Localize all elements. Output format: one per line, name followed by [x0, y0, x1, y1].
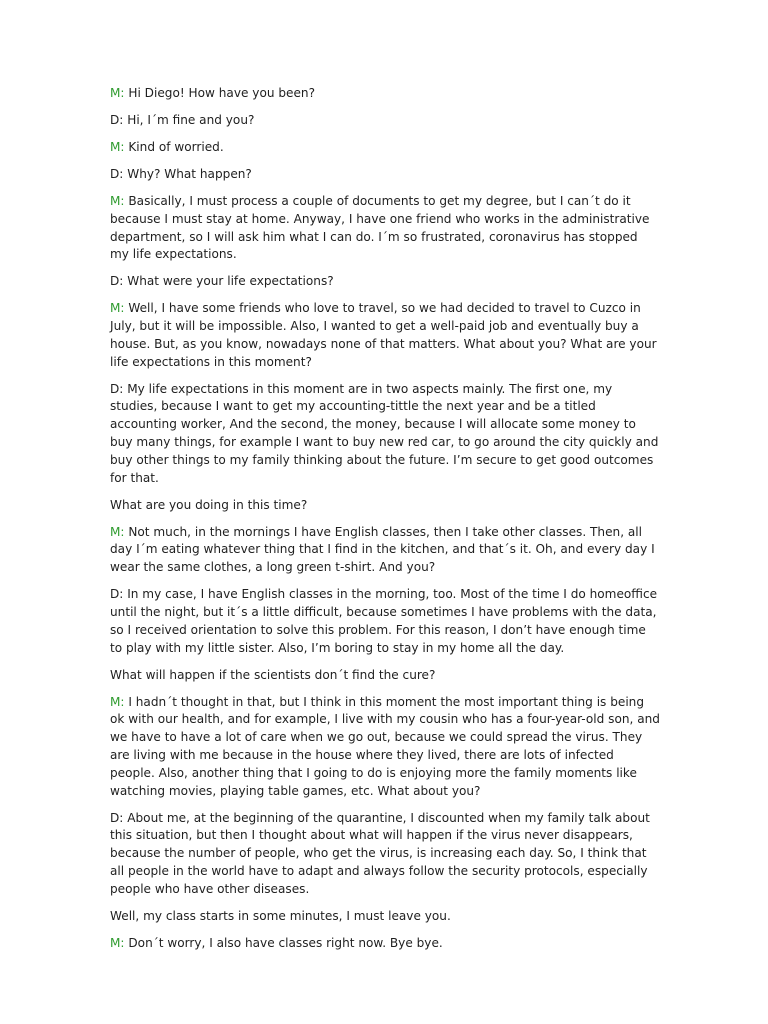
- paragraph-text: Well, I have some friends who love to travel, so we had decided to travel to Cuzco in July, but it will be impossible. Also, I wanted to get a well-paid job and eventually buy a house. But, as you know, nowadays none of that matters. What about you? What are your life expectations in this moment?: [110, 301, 657, 369]
- paragraph: [110, 694, 660, 801]
- paragraph-text: I hadn´t thought in that, but I think in this moment the most important thing is being ok with our health, and for example, I live with my cousin who has a four-year-old son, and we have to have a lot of care when we go out, because we could spread the virus. They are living with me because in the house where they lived, there are lots of infected people. Also, another thing that I going to do is enjoying more the family moments like watching movies, playing table games, etc. What about you?: [110, 694, 660, 798]
- speaker-label: M:: [110, 524, 125, 539]
- paragraph-text: Kind of worried.: [124, 139, 224, 154]
- paragraph: [110, 112, 660, 130]
- paragraph-text: Hi Diego! How have you been?: [124, 86, 315, 100]
- paragraph-text: D: About me, at the beginning of the quarantine, I discounted when my family talk about this situation, but then I thought about what will happen if the virus never disappears, because the number of people, who get the virus, is increasing each day. So, I think that all people in the world have to adapt and always follow the security protocols, especially people who have other diseases.: [110, 810, 650, 896]
- paragraph: [110, 166, 660, 184]
- paragraph: [110, 586, 660, 657]
- paragraph-text: Don´t worry, I also have classes right now. Bye bye.: [124, 935, 443, 950]
- speaker-label: M:: [110, 301, 125, 316]
- speaker-label: M:: [110, 86, 125, 100]
- paragraph: [110, 810, 660, 899]
- paragraph: [110, 667, 660, 685]
- paragraph-text: Well, my class starts in some minutes, I must leave you.: [110, 908, 451, 923]
- paragraph: [110, 300, 660, 371]
- paragraph-text: D: What were your life expectations?: [110, 274, 334, 289]
- speaker-label: M:: [110, 139, 125, 154]
- paragraph-text: D: My life expectations in this moment are in two aspects mainly. The first one, my studies, because I want to get my accounting-tittle the next year and be a titled accounting worker, And the second, the money, because I will allocate some money to buy many things, for example I want to buy new red car, to go around the city quickly and buy other things to my family thinking about the future. I’m secure to get good outcomes for that.: [110, 381, 659, 485]
- paragraph-text: Not much, in the mornings I have English classes, then I take other classes. Then, all day I´m eating whatever thing that I find in the kitchen, and that´s it. Oh, and every day I wear the same clothes, a long green t-shirt. And you?: [110, 524, 655, 575]
- paragraph: [110, 85, 660, 103]
- paragraph-text: What are you doing in this time?: [110, 497, 308, 512]
- paragraph-text: Basically, I must process a couple of documents to get my degree, but I can´t do it because I must stay at home. Anyway, I have one friend who works in the administrative department, so I will ask him what I can do. I´m so frustrated, coronavirus has stopped my life expectations.: [110, 193, 650, 262]
- paragraph: [110, 935, 660, 953]
- paragraph-text: D: Why? What happen?: [110, 166, 252, 181]
- paragraph-text: What will happen if the scientists don´t find the cure?: [110, 667, 436, 682]
- paragraph-text: D: In my case, I have English classes in the morning, too. Most of the time I do homeoffice until the night, but it´s a little difficult, because sometimes I have problems with the data, so I received orientation to solve this problem. For this reason, I don’t have enough time to play with my little sister. Also, I’m boring to stay in my home all the day.: [110, 587, 658, 655]
- paragraph: [110, 139, 660, 157]
- speaker-label: M:: [110, 935, 125, 950]
- paragraph: [110, 273, 660, 291]
- paragraph: [110, 381, 660, 488]
- paragraph: [110, 908, 660, 926]
- paragraph-text: D: Hi, I´m fine and you?: [110, 112, 255, 127]
- paragraph: [110, 524, 660, 577]
- speaker-label: M:: [110, 193, 125, 208]
- paragraph: [110, 193, 660, 264]
- paragraph: [110, 497, 660, 515]
- speaker-label: M:: [110, 694, 125, 709]
